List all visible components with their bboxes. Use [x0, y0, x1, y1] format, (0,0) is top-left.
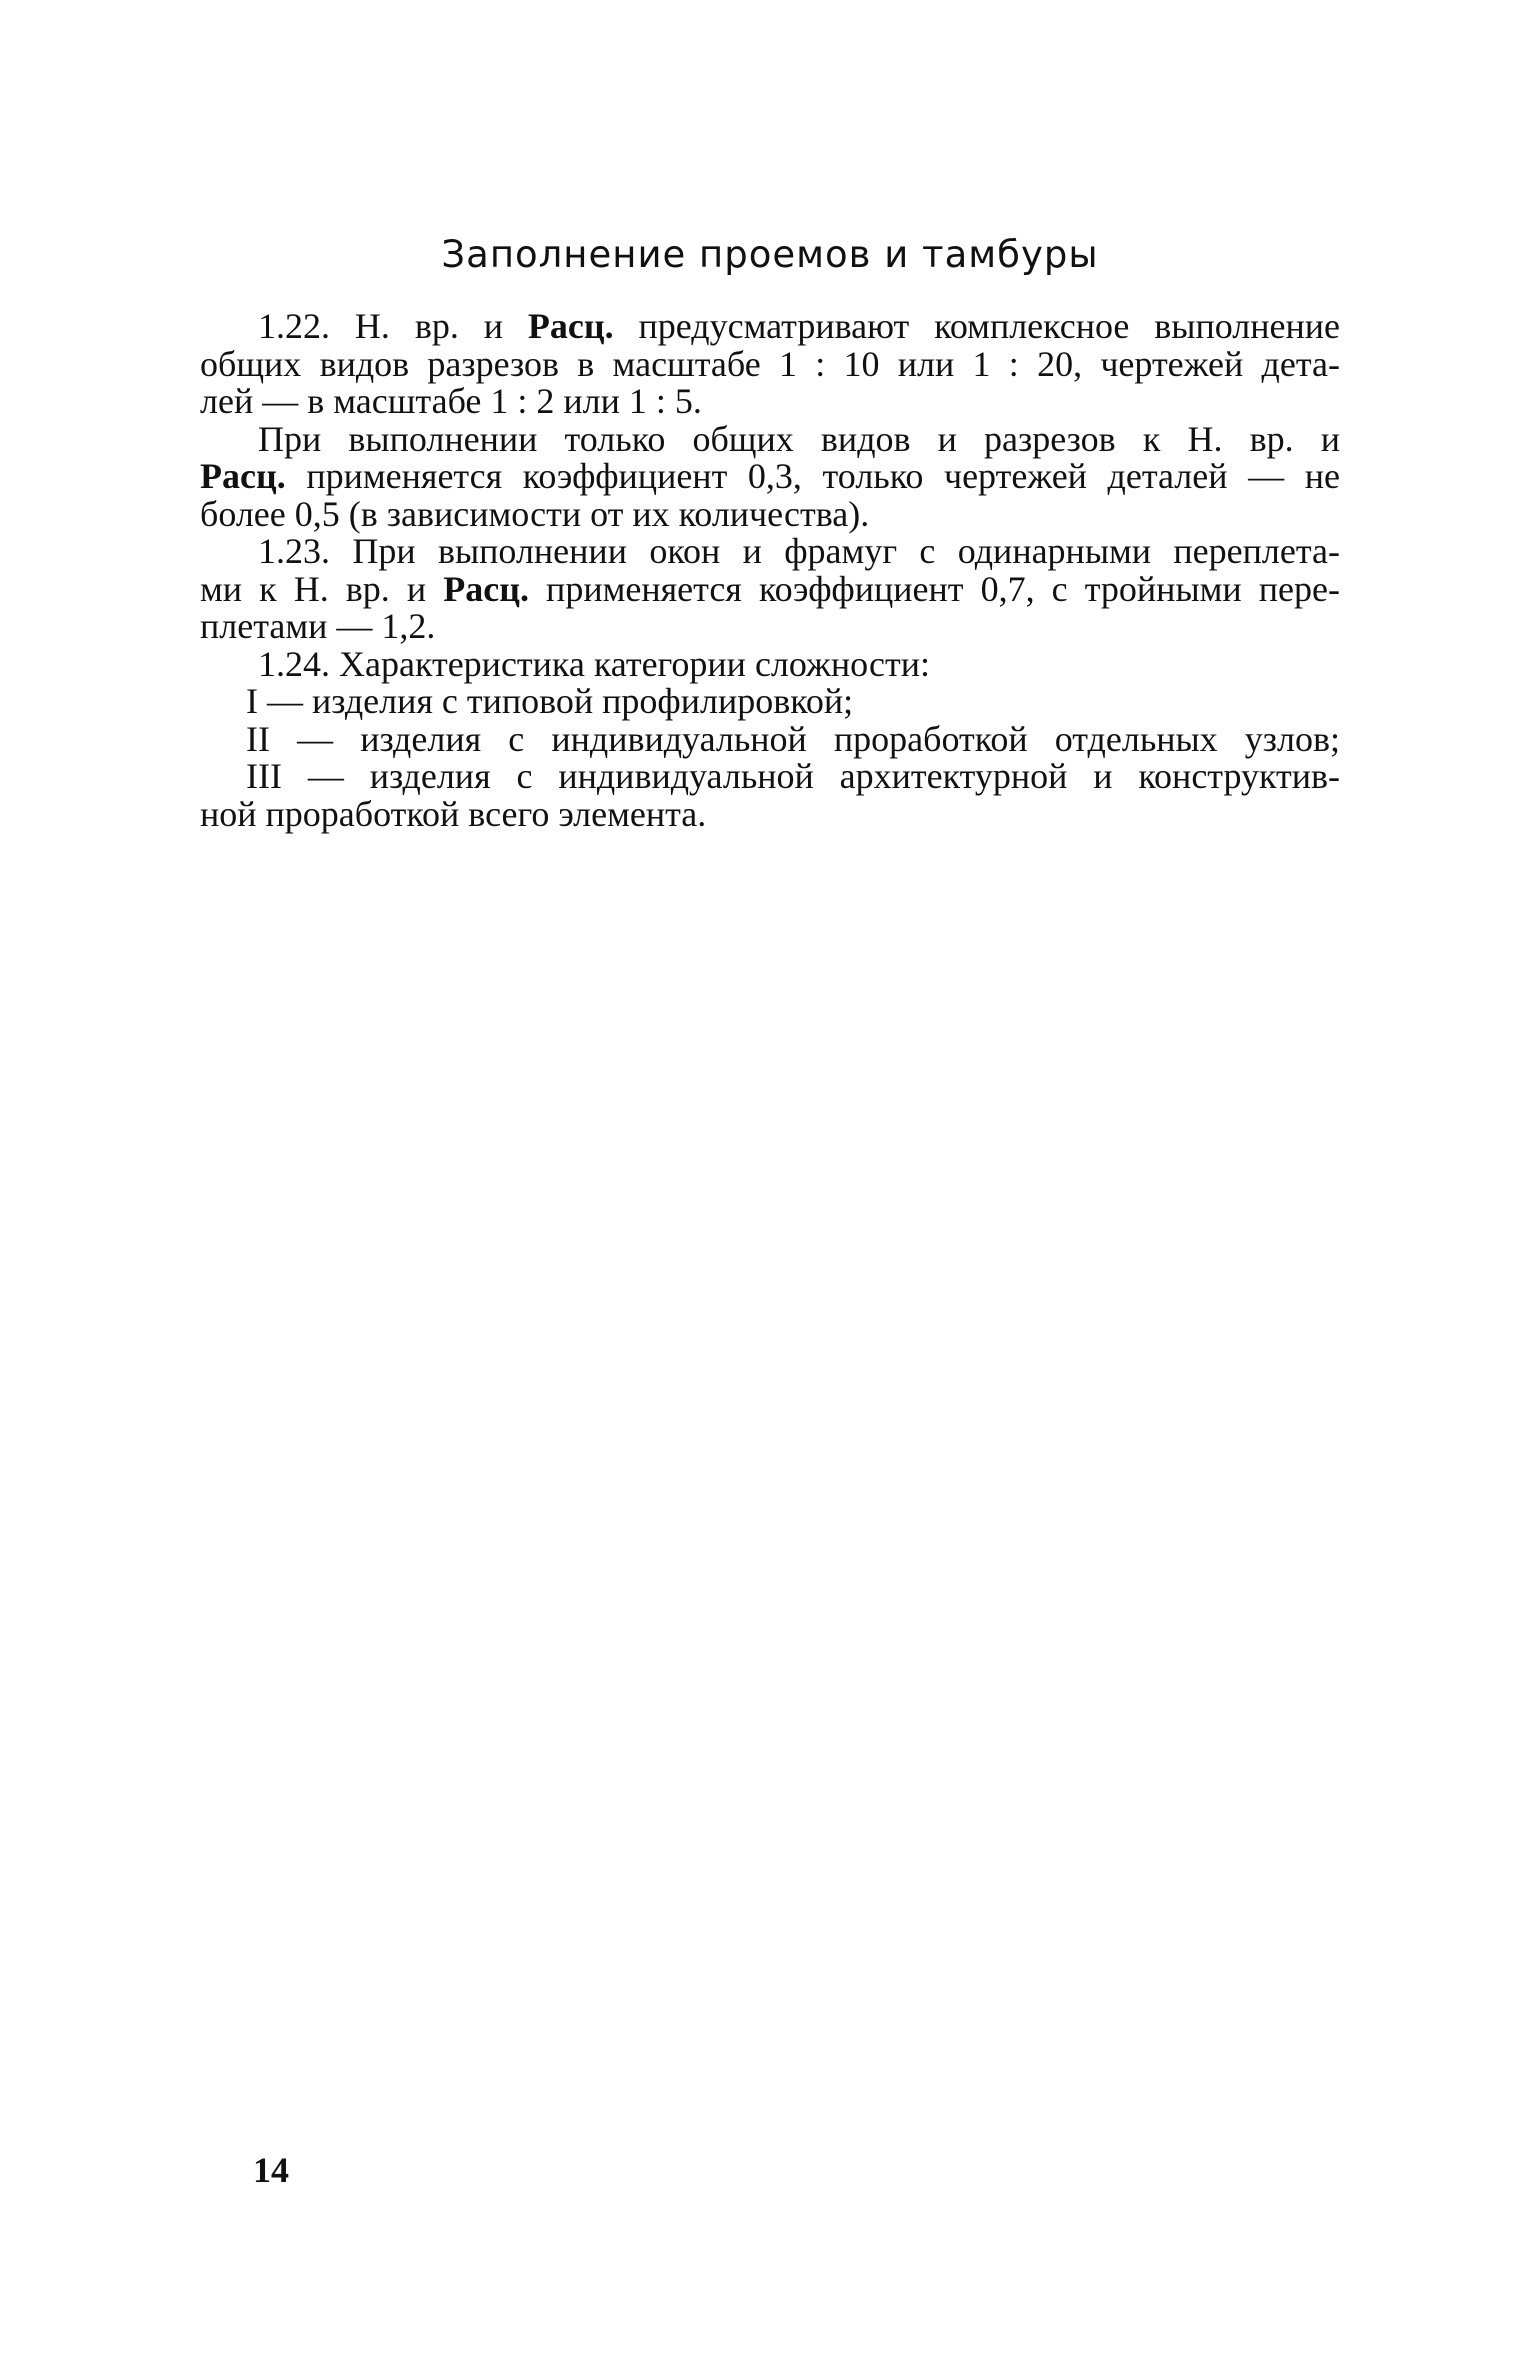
- paragraph-coefficient-line-1: При выполнении только общих видов и разрезов к Н. вр. и: [258, 418, 1340, 459]
- paragraph-number: 1.24.: [258, 643, 330, 684]
- page-number: 14: [253, 2150, 289, 2190]
- paragraph-1-22-line-1: [200, 308, 1340, 346]
- section-heading: Заполнение проемов и тамбуры: [441, 233, 1099, 276]
- category-2: II — изделия с индивидуальной проработкой отдельных узлов;: [246, 718, 1340, 759]
- paragraph-coefficient-line-3: более 0,5 (в зависимости от их количества).: [200, 493, 870, 534]
- paragraph-1-23-line-3: плетами — 1,2.: [200, 606, 436, 646]
- paragraph-number: 1.22.: [258, 306, 330, 346]
- category-1: I — изделия с типовой профилировкой;: [246, 681, 854, 721]
- bold-term: Расц.: [200, 456, 286, 496]
- paragraph-1-24-line-1: [200, 643, 1340, 684]
- text-fragment: предусматривают комплексное выполнение: [613, 306, 1341, 346]
- category-3-line-2: ной проработкой всего элемента.: [200, 793, 707, 834]
- paragraph-number: 1.23.: [258, 531, 330, 571]
- text-fragment: применяется коэффициент 0,7, с тройными пере-: [528, 568, 1340, 609]
- text-fragment: Н. вр. и: [330, 306, 528, 346]
- text-fragment: применяется коэффициент 0,3, только чертежей деталей — не: [285, 456, 1340, 496]
- text-fragment: Характеристика категории сложности:: [330, 643, 931, 684]
- paragraph-1-22-line-2: общих видов разрезов в масштабе 1 : 10 или 1 : 20, чертежей дета-: [200, 343, 1340, 384]
- paragraph-1-22-line-3: лей — в масштабе 1 : 2 или 1 : 5.: [200, 381, 702, 421]
- text-fragment: При выполнении окон и фрамуг с одинарными переплета-: [330, 531, 1340, 571]
- category-3-line-1: III — изделия с индивидуальной архитектурной и конструктив-: [246, 756, 1340, 796]
- paragraph-1-23-line-1: [200, 533, 1340, 571]
- paragraph-1-23-line-2: [200, 568, 1340, 609]
- body-text: [200, 308, 1340, 833]
- bold-term: Расц.: [443, 568, 529, 609]
- text-fragment: ми к Н. вр. и: [200, 568, 444, 609]
- paragraph-coefficient-line-2: [200, 458, 1340, 496]
- bold-term: Расц.: [527, 306, 614, 346]
